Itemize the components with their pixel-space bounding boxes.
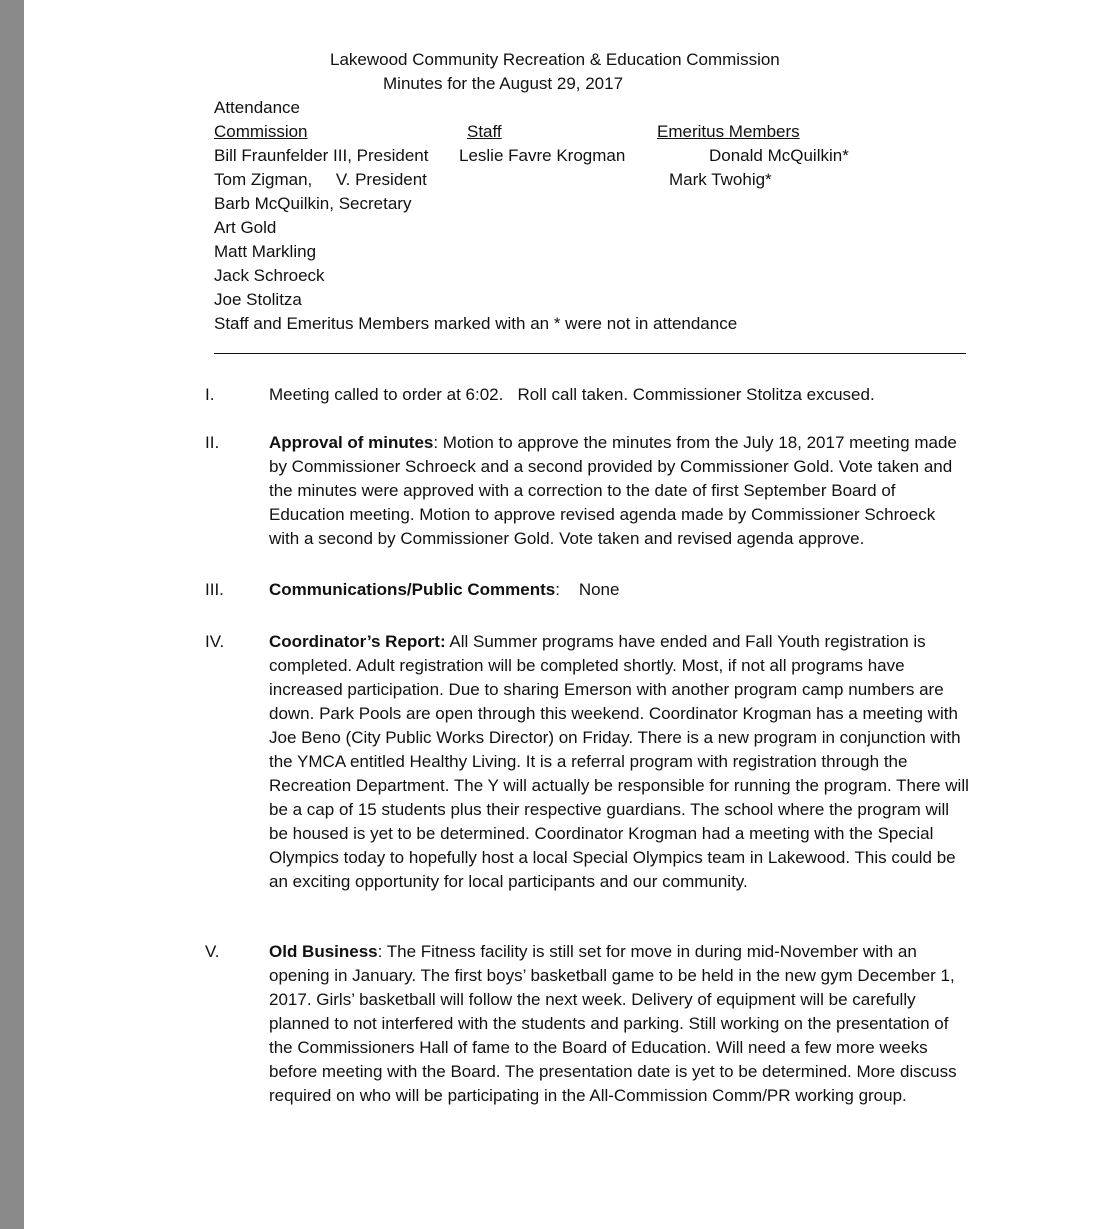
section-text: All Summer programs have ended and Fall Youth registration is completed. Adult registration will be completed shortly. Most, if not all programs have increased participation. Due to sharing Emerson with another program camp numbers are down. Park Pools are open through this weekend. Coordinator Krogman has a meeting with Joe Beno (City Public Works Director) on Friday. There is a new program in conjunction with the YMCA entitled Healthy Living. It is a referral program with registration through the Recreation Department. The Y will actually be responsible for running the program. There will be a cap of 15 students plus their respective guardians. The school where the program will be housed is yet to be determined. Coordinator Krogman had a meeting with the Special Olympics today to hopefully host a local Special Olympics team in Lakewood. This could be an exciting opportunity for local participants and our community. — [269, 632, 969, 891]
attendance-note: Staff and Emeritus Members marked with an * were not in attendance — [214, 314, 738, 333]
section-text: : Motion to approve the minutes from the July 18, 2017 meeting made by Commissioner Schroeck and a second provided by Commissioner Gold. Vote taken and the minutes were approved with a correction to the date of first September Board of Education meeting. Motion to approve revised agenda made by Commissioner Schroeck with a second by Commissioner Gold. Vote taken and revised agenda approve. — [269, 433, 957, 548]
commission-member: Tom Zigman, V. President — [214, 170, 427, 189]
commission-member: Matt Markling — [214, 242, 317, 261]
staff-member: Leslie Favre Krogman — [459, 146, 626, 165]
section-body — [269, 940, 969, 1108]
commission-member: Bill Fraunfelder III, President — [214, 146, 429, 165]
emeritus-member: Donald McQuilkin* — [709, 146, 849, 165]
left-margin-bar — [0, 0, 24, 1229]
section-heading: Old Business — [269, 942, 378, 961]
section-text: : The Fitness facility is still set for move in during mid-November with an opening in January. The first boys’ basketball game to be held in the new gym December 1, 2017. Girls’ basketball will follow the next week. Delivery of equipment will be carefully planned to not interfered with the students and parking. Still working on the presentation of the Commissioners Hall of fame to the Board of Education. Will need a few more weeks before meeting with the Board. The presentation date is yet to be determined. More discuss required on who will be participating in the All-Commission Comm/PR working group. — [269, 942, 957, 1105]
section-text: Meeting called to order at 6:02. Roll call taken. Commissioner Stolitza excused. — [269, 385, 875, 404]
commission-member: Art Gold — [214, 218, 277, 237]
section-body — [269, 578, 969, 602]
emeritus-heading: Emeritus Members — [657, 122, 800, 141]
commission-member: Joe Stolitza — [214, 290, 302, 309]
attendance-heading: Attendance — [214, 98, 301, 117]
section-body — [269, 431, 969, 551]
section-body — [269, 383, 969, 407]
section-body — [269, 630, 969, 894]
commission-member: Jack Schroeck — [214, 266, 325, 285]
section-number: I. — [205, 385, 215, 404]
section-number: V. — [205, 942, 220, 961]
divider-line — [214, 353, 966, 354]
section-number: II. — [205, 433, 220, 452]
emeritus-member: Mark Twohig* — [669, 170, 772, 189]
section-number: III. — [205, 580, 224, 599]
commission-heading: Commission — [214, 122, 308, 141]
staff-heading: Staff — [467, 122, 502, 141]
document-title: Lakewood Community Recreation & Education Commission — [330, 50, 780, 69]
section-heading: Communications/Public Comments — [269, 580, 556, 599]
section-number: IV. — [205, 632, 225, 651]
document-subtitle: Minutes for the August 29, 2017 — [383, 74, 624, 93]
commission-member: Barb McQuilkin, Secretary — [214, 194, 412, 213]
document-page — [24, 0, 1096, 1229]
section-heading: Approval of minutes — [269, 433, 434, 452]
section-text: : None — [555, 580, 620, 599]
section-heading: Coordinator’s Report: — [269, 632, 446, 651]
